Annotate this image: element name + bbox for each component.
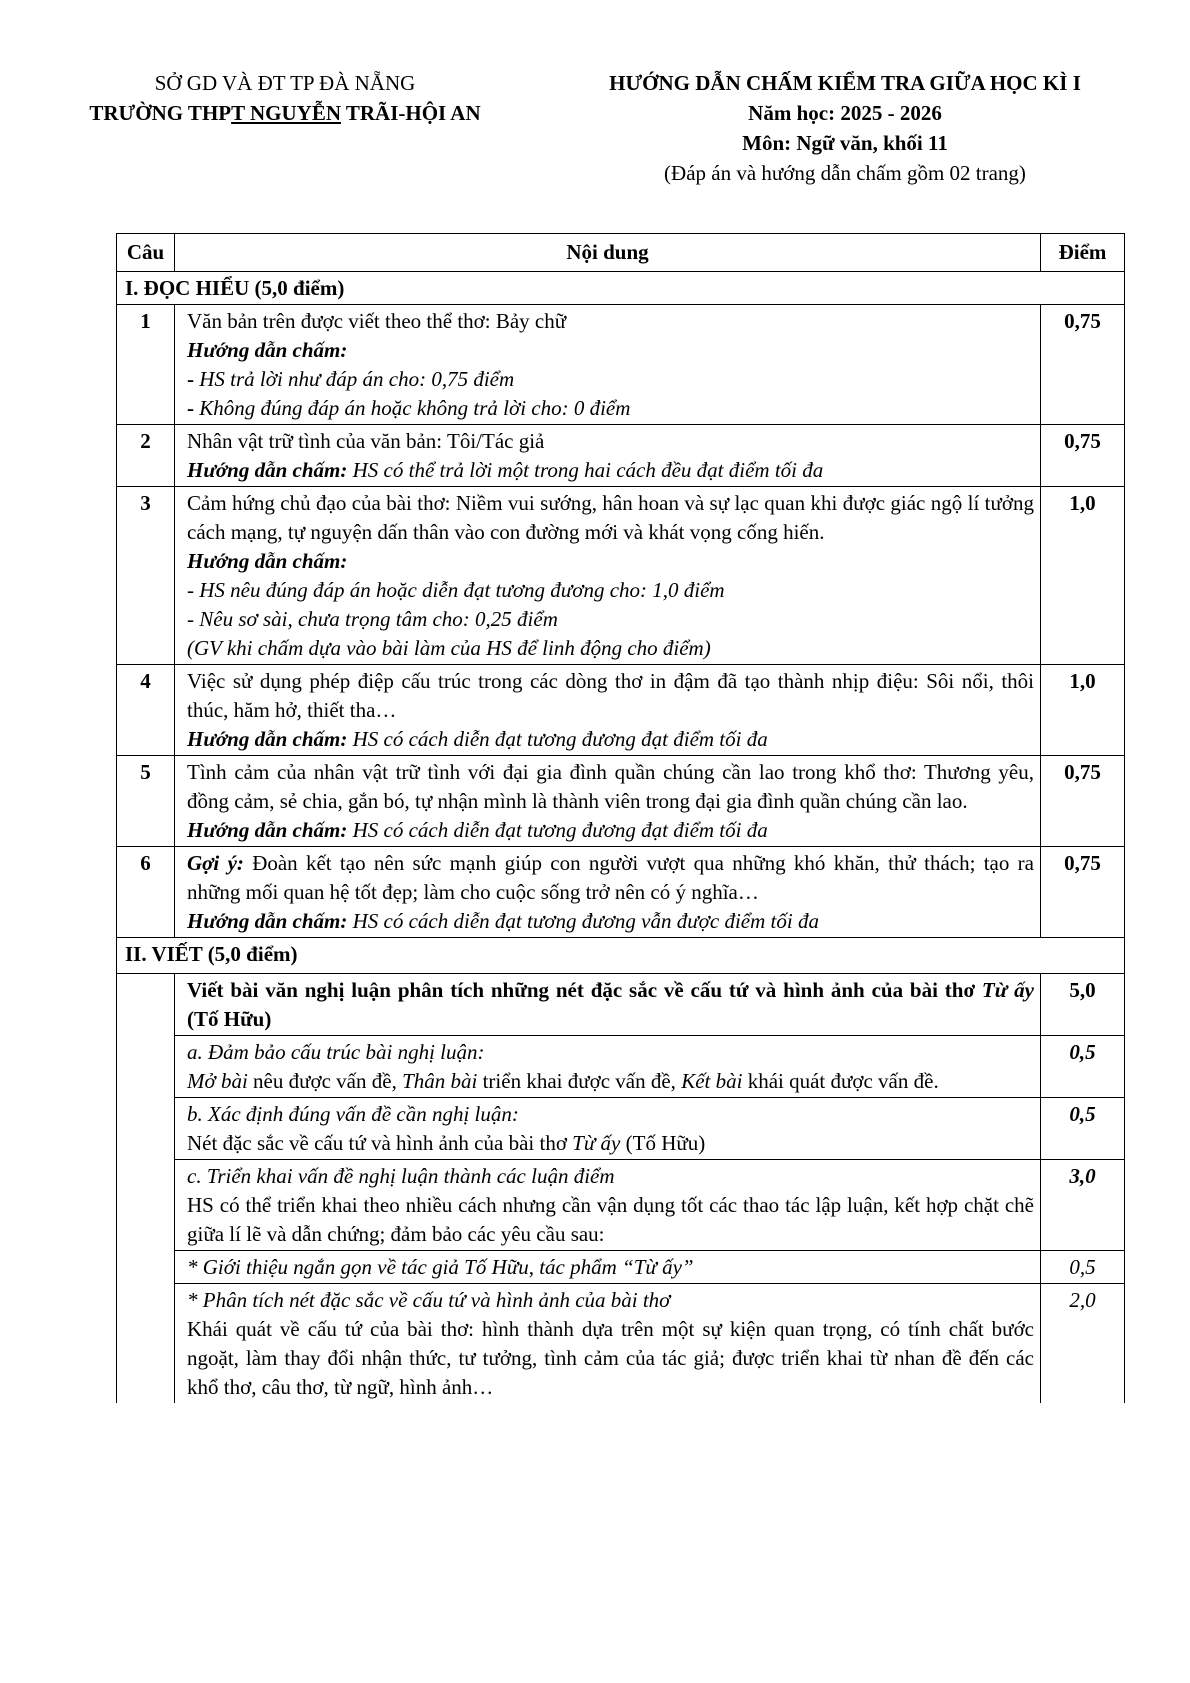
term: Thân bài [402, 1069, 478, 1093]
question-number: 1 [117, 305, 175, 425]
answer-text [187, 849, 1034, 907]
criterion-body: Khái quát về cấu tứ của bài thơ: hình thành dựa trên một sự kiện quan trọng, có tính chất bước ngoặt, làm thay đổi nhận thức, tư tưởng, tình cảm của tác giả; được triển khai từ nhan đề đến các khổ thơ, câu thơ, từ ngữ, hình ảnh… [187, 1317, 1034, 1399]
guide-bullet: - [187, 367, 200, 391]
prompt-author: (Tố Hữu) [187, 1007, 272, 1031]
table-row [117, 1251, 1125, 1284]
score: 0,75 [1041, 847, 1125, 938]
col-header-noidung: Nội dung [175, 234, 1041, 272]
question-content [175, 487, 1041, 665]
header-left [85, 68, 485, 128]
subject-line: Môn: Ngữ văn, khối 11 [742, 131, 948, 155]
question-content [175, 425, 1041, 487]
school-name [85, 98, 485, 128]
score: 1,0 [1041, 665, 1125, 756]
guide-line [187, 456, 1034, 485]
guide-line: - HS nêu đúng đáp án hoặc diễn đạt tương đương cho: 1,0 điểm [187, 578, 725, 602]
essay-prompt [175, 974, 1041, 1036]
criterion-c [175, 1160, 1041, 1251]
score: 0,75 [1041, 305, 1125, 425]
criterion-sub [175, 1284, 1041, 1404]
table-row [117, 1098, 1125, 1160]
guide-label: Hướng dẫn chấm: [187, 909, 348, 933]
criterion-b [175, 1098, 1041, 1160]
criterion-body [187, 1067, 1034, 1096]
school-name-part: TRƯỜNG THP [89, 101, 232, 125]
question-number: 6 [117, 847, 175, 938]
table-header-row [117, 234, 1125, 272]
text: triển khai được vấn đề, [477, 1069, 682, 1093]
section-row-doc-hieu [117, 272, 1125, 305]
hint-text: Đoàn kết tạo nên sức mạnh giúp con người vượt qua những khó khăn, thử thách; tạo ra những mối quan hệ tốt đẹp; làm cho cuộc sống trở nên có ý nghĩa… [187, 851, 1034, 904]
text: nêu được vấn đề, [247, 1069, 403, 1093]
prompt-text: Viết bài văn nghị luận phân tích những nét đặc sắc về cấu tứ và hình ảnh của bài thơ [187, 978, 982, 1002]
answer-text: Cảm hứng chủ đạo của bài thơ: Niềm vui sướng, hân hoan và sự lạc quan khi được giác ngộ lí tưởng cách mạng, tự nguyện dấn thân vào con đường mới và khát vọng cống hiến. [187, 491, 1034, 544]
score: 0,75 [1041, 425, 1125, 487]
question-content [175, 305, 1041, 425]
department-name: SỞ GD VÀ ĐT TP ĐÀ NẴNG [154, 71, 416, 95]
criterion-body [187, 1129, 1034, 1158]
guide-text: Không đúng đáp án hoặc không trả lời cho: 0 điểm [199, 396, 631, 420]
col-header-cau: Câu [117, 234, 175, 272]
text: khái quát được vấn đề. [742, 1069, 939, 1093]
score: 0,5 [1041, 1036, 1125, 1098]
criterion-body: HS có thể triển khai theo nhiều cách nhưng cần vận dụng tốt các thao tác lập luận, kết hợp chặt chẽ giữa lí lẽ và dẫn chứng; đảm bảo các yêu cầu sau: [187, 1193, 1034, 1246]
text: Nét đặc sắc về cấu tứ và hình ảnh của bài thơ [187, 1131, 573, 1155]
question-content [175, 665, 1041, 756]
guide-line: (GV khi chấm dựa vào bài làm của HS để linh động cho điểm) [187, 636, 711, 660]
answer-text: Tình cảm của nhân vật trữ tình với đại gia đình quần chúng cần lao trong khổ thơ: Thương yêu, đồng cảm, sẻ chia, gắn bó, tự nhận mình là thành viên trong đại gia đình quần chúng cần lao. [187, 760, 1034, 813]
guide-line [187, 365, 1034, 394]
guide-text: HS có thể trả lời một trong hai cách đều đạt điểm tối đa [347, 458, 824, 482]
score: 1,0 [1041, 487, 1125, 665]
school-name-underlined: T NGUYỄN [231, 101, 341, 125]
header-right [585, 68, 1105, 188]
document-title: HƯỚNG DẪN CHẤM KIỂM TRA GIỮA HỌC KÌ I [609, 71, 1081, 95]
school-year: Năm học: 2025 - 2026 [748, 101, 942, 125]
guide-line [187, 816, 1034, 845]
table-row [117, 1160, 1125, 1251]
score: 5,0 [1041, 974, 1125, 1036]
table-row [117, 487, 1125, 665]
table-row [117, 1036, 1125, 1098]
question-number: 2 [117, 425, 175, 487]
hint-label: Gợi ý: [187, 851, 244, 875]
criterion-sub: * Giới thiệu ngắn gọn về tác giả Tố Hữu, tác phẩm “Từ ấy” [175, 1251, 1041, 1284]
term: Kết bài [681, 1069, 743, 1093]
poem-title: Từ ấy [572, 1131, 621, 1155]
answer-text: Văn bản trên được viết theo thể thơ: Bảy chữ [187, 309, 567, 333]
guide-text: HS có cách diễn đạt tương đương đạt điểm tối đa [347, 727, 768, 751]
table-row [117, 665, 1125, 756]
table-row [117, 974, 1125, 1036]
answer-text: Việc sử dụng phép điệp cấu trúc trong các dòng thơ in đậm đã tạo thành nhịp điệu: Sôi nổi, thôi thúc, hăm hở, thiết tha… [187, 669, 1034, 722]
guide-line [187, 907, 1034, 936]
school-name-part: TRÃI-HỘI AN [341, 101, 481, 125]
criterion-heading: b. Xác định đúng vấn đề cần nghị luận: [187, 1102, 519, 1126]
answer-text: Nhân vật trữ tình của văn bản: Tôi/Tác giả [187, 429, 545, 453]
score: 0,5 [1041, 1098, 1125, 1160]
guide-label: Hướng dẫn chấm: [187, 458, 348, 482]
guide-text: HS có cách diễn đạt tương đương đạt điểm tối đa [347, 818, 768, 842]
table-row [117, 756, 1125, 847]
text: (Tố Hữu) [620, 1131, 706, 1155]
guide-label: Hướng dẫn chấm: [187, 338, 348, 362]
guide-line [187, 725, 1034, 754]
score: 2,0 [1041, 1284, 1125, 1404]
page-note: (Đáp án và hướng dẫn chấm gồm 02 trang) [664, 161, 1026, 185]
section-title: II. VIẾT (5,0 điểm) [117, 938, 1125, 974]
criterion-heading: a. Đảm bảo cấu trúc bài nghị luận: [187, 1040, 485, 1064]
question-content [175, 847, 1041, 938]
section-row-viet [117, 938, 1125, 974]
col-header-diem: Điểm [1041, 234, 1125, 272]
question-number-empty [117, 974, 175, 1404]
score: 0,75 [1041, 756, 1125, 847]
question-number: 3 [117, 487, 175, 665]
table-row [117, 1284, 1125, 1404]
guide-label: Hướng dẫn chấm: [187, 727, 348, 751]
guide-text: HS có cách diễn đạt tương đương vẫn được điểm tối đa [347, 909, 819, 933]
term: Mở bài [187, 1069, 248, 1093]
poem-title: Từ ấy [981, 978, 1034, 1002]
guide-text: HS trả lời như đáp án cho: 0,75 điểm [199, 367, 515, 391]
guide-bullet: - [187, 396, 200, 420]
question-number: 5 [117, 756, 175, 847]
table-row [117, 305, 1125, 425]
question-number: 4 [117, 665, 175, 756]
guide-line: - Nêu sơ sài, chưa trọng tâm cho: 0,25 điểm [187, 607, 558, 631]
criterion-heading: c. Triển khai vấn đề nghị luận thành các luận điểm [187, 1164, 615, 1188]
guide-label: Hướng dẫn chấm: [187, 818, 348, 842]
question-content [175, 756, 1041, 847]
score: 0,5 [1041, 1251, 1125, 1284]
criterion-a [175, 1036, 1041, 1098]
section-title: I. ĐỌC HIỂU (5,0 điểm) [117, 272, 1125, 305]
table-row [117, 847, 1125, 938]
guide-line [187, 394, 1034, 423]
grading-table [116, 233, 1125, 1403]
table-row [117, 425, 1125, 487]
guide-label: Hướng dẫn chấm: [187, 549, 348, 573]
score: 3,0 [1041, 1160, 1125, 1251]
criterion-heading: * Phân tích nét đặc sắc về cấu tứ và hình ảnh của bài thơ [187, 1288, 671, 1312]
